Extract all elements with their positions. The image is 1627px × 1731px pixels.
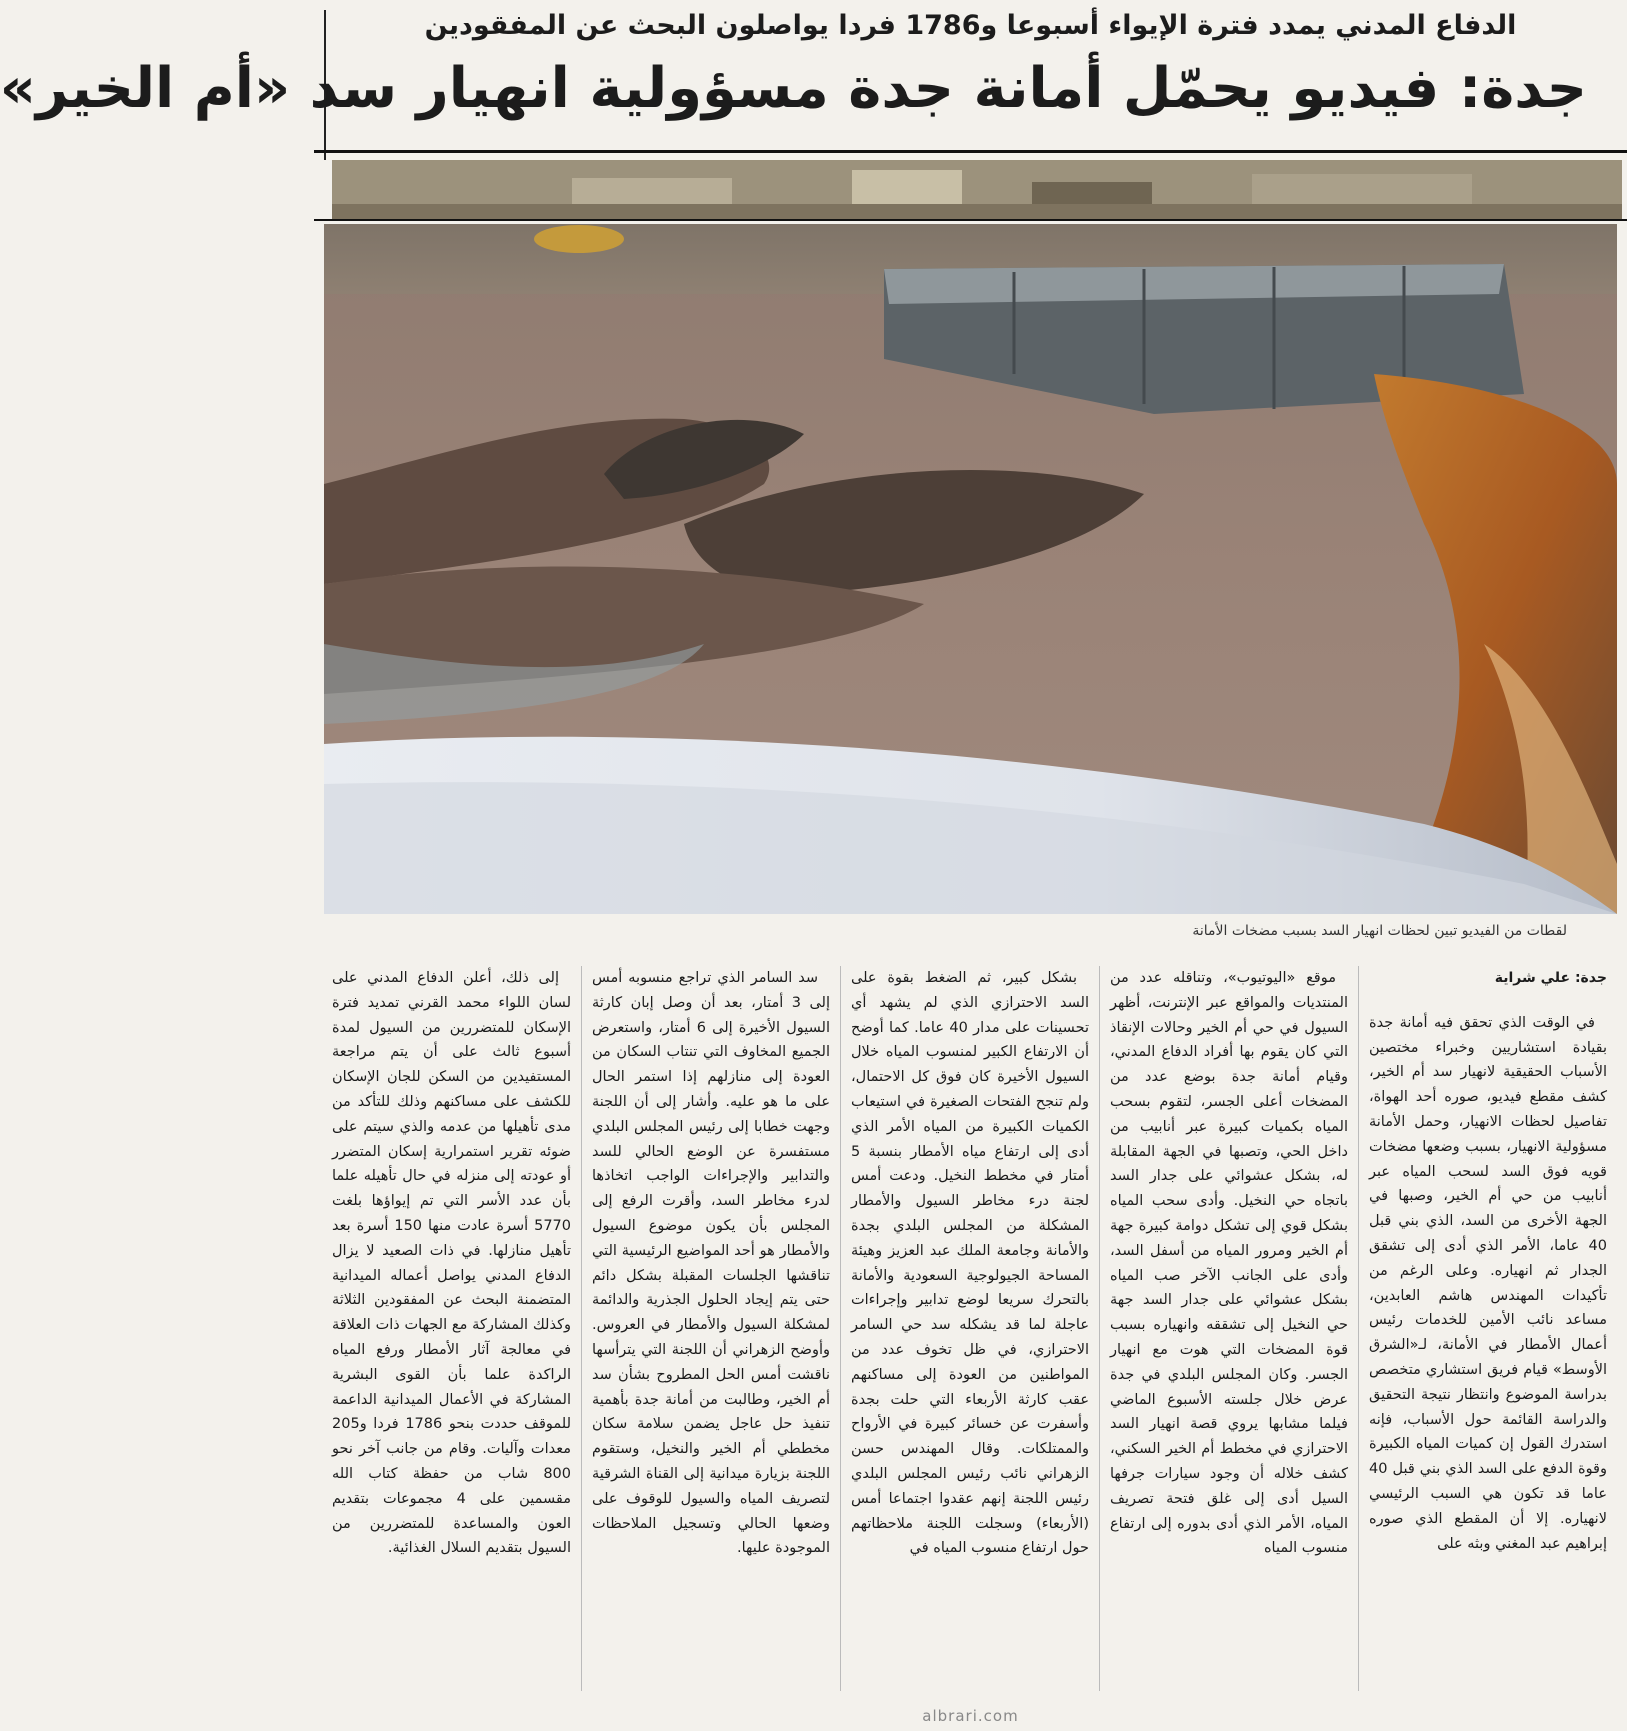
column-text: سد السامر الذي تراجع منسوبه أمس إلى 3 أمتار، بعد أن وصل إبان كارثة السيول الأخيرة إلى 6 أمتار، واستعرض الجميع المخاوف التي تنتاب السكان من العودة إلى منازلهم إذا استمر الحال على ما هو عليه. وأشار إلى أن اللجنة وجهت خطابا إلى رئيس المجلس البلدي مستفسرة عن الوضع الحالي للسد والتدابير والإجراءات الواجب اتخاذها لدرء مخاطر السد، وأقرت الرفع إلى المجلس بأن يكون موضوع السيول والأمطار هو أحد المواضيع الرئيسية التي تناقشها الجلسات المقبلة بشكل دائم حتى يتم إيجاد الحلول الجذرية والدائمة لمشكلة السيول والأمطار في العروس. وأوضح الزهراني أن اللجنة التي يترأسها ناقشت أمس الحل المطروح بشأن سد أم الخير، وطالبت من أمانة جدة بأهمية تنفيذ حل عاجل يضمن سلامة سكان مخططي أم الخير والنخيل، وستقوم اللجنة بزيارة ميدانية إلى القناة الشرقية لتصريف المياه والسيول للوقوف على وضعها الحالي وتسجيل الملاحظات الموجودة عليها. [592,970,830,1557]
photo-caption: لقطات من الفيديو تبين لحظات انهيار السد بسبب مضخات الأمانة [1192,923,1567,939]
headline: جدة: فيديو يحمّل أمانة جدة مسؤولية انهيار سد «أم الخير» [0,56,1587,121]
article-column-2 [1099,966,1358,1691]
article-columns [322,966,1617,1691]
subheadline: الدفاع المدني يمدد فترة الإيواء أسبوعا و1786 فردا يواصلون البحث عن المفقودين [424,10,1517,41]
headline-rule [314,150,1627,153]
photo-top-strip [332,160,1622,220]
column-text: موقع «اليوتيوب»، وتناقله عدد من المنتديات والمواقع عبر الإنترنت، أظهر السيول في حي أم الخير وحالات الإنقاذ التي كان يقوم بها أفراد الدفاع المدني، وقيام أمانة جدة بوضع عدد من المضخات أعلى الجسر، لتقوم بسحب المياه بكميات كبيرة عبر أنابيب من داخل الحي، وتصبها في الجهة المقابلة له، بشكل عشوائي على جدار السد باتجاه حي النخيل. وأدى سحب المياه بشكل قوي إلى تشكل دوامة كبيرة جهة أم الخير ومرور المياه من أسفل السد، وأدى على الجانب الآخر صب المياه بشكل عشوائي على جدار السد جهة حي النخيل إلى تشققه وانهياره بسبب قوة المضخات التي هوت مع انهيار الجسر. وكان المجلس البلدي في جدة عرض خلال جلسته الأسبوع الماضي فيلما مشابها يروي قصة انهيار السد الاحترازي في مخطط أم الخير السكني، كشف خلاله أن وجود سيارات جرفها السيل أدى إلى غلق فتحة تصريف المياه، الأمر الذي أدى بدوره إلى ارتفاع منسوب المياه [1110,970,1348,1557]
article-column-1 [1358,966,1617,1691]
byline: جدة: علي شراية [1494,970,1607,986]
column-text: بشكل كبير، ثم الضغط بقوة على السد الاحترازي الذي لم يشهد أي تحسينات على مدار 40 عاما. كما أوضح أن الارتفاع الكبير لمنسوب المياه خلال السيول الأخيرة كان فوق كل الاحتمال، ولم تنجح الفتحات الصغيرة في استيعاب الكميات الكبيرة من المياه الأمر الذي أدى إلى ارتفاع مياه الأمطار بنسبة 5 أمتار في مخطط النخيل. ودعت أمس لجنة درء مخاطر السيول والأمطار المشكلة من المجلس البلدي بجدة والأمانة وجامعة الملك عبد العزيز وهيئة المساحة الجيولوجية السعودية والأمانة بالتحرك سريعا لوضع تدابير وإجراءات عاجلة لما قد يشكله سد حي السامر الاحترازي، في ظل تخوف عدد من المواطنين من العودة إلى مساكنهم عقب كارثة الأربعاء التي حلت بجدة وأسفرت عن خسائر كبيرة في الأرواح والممتلكات. وقال المهندس حسن الزهراني نائب رئيس المجلس البلدي رئيس اللجنة إنهم عقدوا اجتماعا أمس (الأربعاء) وسجلت اللجنة ملاحظاتهم حول ارتفاع منسوب المياه في [851,970,1089,1557]
article-column-5 [322,966,581,1691]
site-watermark: albrari.com [922,1707,1019,1725]
photo-divider [314,219,1627,221]
article-column-3 [840,966,1099,1691]
flood-photo [324,224,1617,914]
column-text: في الوقت الذي تحقق فيه أمانة جدة بقيادة استشاريين وخبراء مختصين الأسباب الحقيقية لانهيار سد أم الخير، كشف مقطع فيديو، صوره أحد الهواة، تفاصيل لحظات الانهيار، وحمل الأمانة مسؤولية الانهيار، بسبب وضعها مضخات قويه فوق السد لسحب المياه عبر أنابيب من حي أم الخير، وصبها في الجهة الأخرى من السد، الذي بني قبل 40 عاما، الأمر الذي أدى إلى تشقق الجدار ثم انهياره. وعلى الرغم من تأكيدات المهندس هاشم العابدين، مساعد نائب الأمين للخدمات رئيس أعمال الأمطار في الأمانة، لـ«الشرق الأوسط» قيام فريق استشاري متخصص بدراسة الموضوع وانتظار نتيجة التحقيق والدراسة القائمة حول الأسباب، فإنه استدرك القول إن كميات المياه الكبيرة وقوة الدفع على السد الذي بني قبل 40 عاما قد تكون هي السبب الرئيسي لانهياره. إلا أن المقطع الذي صوره إبراهيم عبد المغني وبثه على [1369,1014,1607,1552]
article-column-4 [581,966,840,1691]
column-text: إلى ذلك، أعلن الدفاع المدني على لسان اللواء محمد القرني تمديد فترة الإسكان للمتضررين من السيول لمدة أسبوع ثالث على أن يتم مراجعة المستفيدين من السكن للجان الإسكان للكشف على مساكنهم وذلك للتأكد من مدى تأهيلها من عدمه والذي سيتم على ضوئه تقرير استمرارية إسكان المتضرر أو عودته إلى منزله في حال تأهيله علما بأن عدد الأسر التي تم إيواؤها بلغت 5770 أسرة عادت منها 150 أسرة بعد تأهيل منازلها. في ذات الصعيد لا يزال الدفاع المدني يواصل أعماله الميدانية المتضمنة البحث عن المفقودين الثلاثة وكذلك المشاركة مع الجهات ذات العلاقة في معالجة آثار الأمطار ورفع المياه الراكدة علما بأن القوى البشرية المشاركة في الأعمال الميدانية الداعمة للموقف حددت بنحو 1786 فردا و205 معدات وآليات. وقام من جانب آخر نحو 800 شاب من حفظة كتاب الله مقسمين على 4 مجموعات بتقديم العون والمساعدة للمتضررين من السيول بتقديم السلال الغذائية. [332,970,572,1557]
